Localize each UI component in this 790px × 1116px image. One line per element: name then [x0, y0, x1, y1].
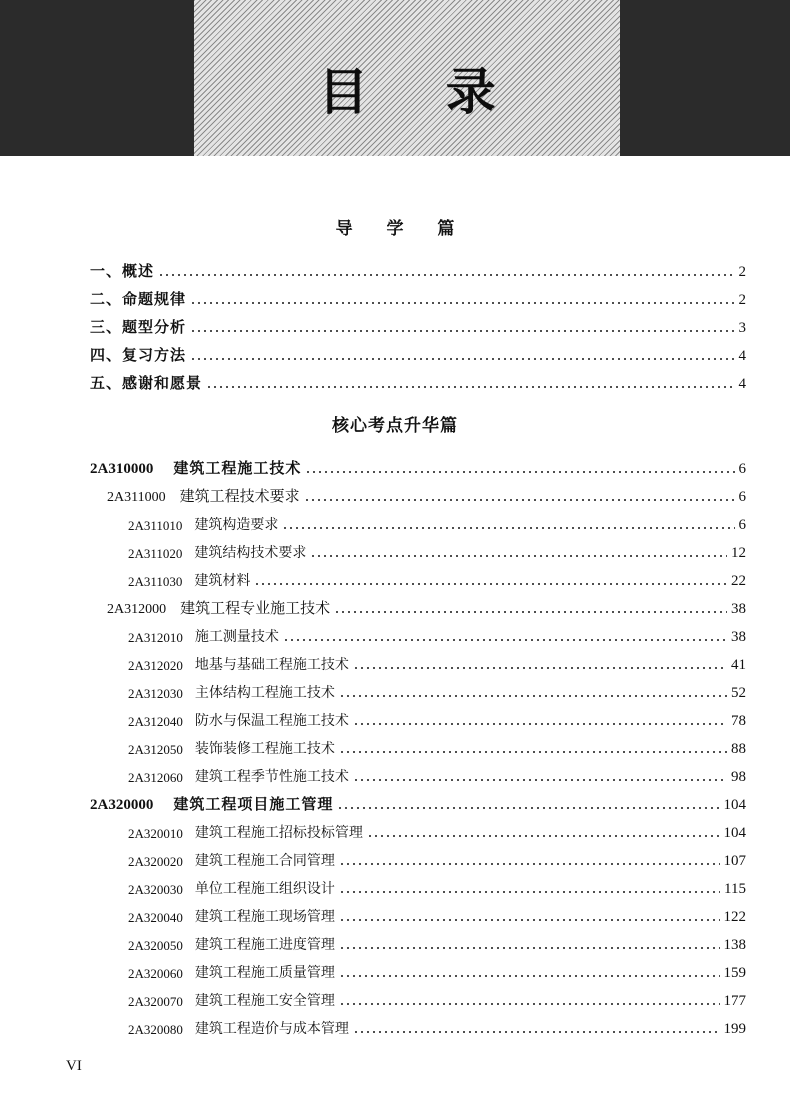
dot-leader	[339, 863, 720, 865]
toc-entry-page: 22	[731, 573, 746, 589]
toc-entry-code: 2A310000	[90, 461, 154, 477]
toc-entry-code: 2A312040	[128, 714, 183, 729]
toc-entry-page: 4	[738, 376, 746, 392]
toc-entry-code: 2A320030	[128, 882, 183, 897]
toc-entry-label: 建筑工程项目施工管理	[173, 795, 334, 813]
dot-leader	[367, 835, 720, 837]
toc-entry-label: 装饰装修工程施工技术	[194, 741, 335, 757]
toc-entry-label: 施工测量技术	[194, 629, 279, 645]
toc-entry[interactable]	[128, 540, 746, 562]
toc-entry-code: 2A320050	[128, 938, 183, 953]
dot-leader	[339, 919, 720, 921]
toc-entry-page: 38	[731, 629, 746, 645]
toc-entry-code: 2A320000	[90, 797, 154, 813]
dot-leader	[339, 891, 720, 893]
toc-entry-page: 2	[738, 264, 746, 280]
dot-leader	[305, 471, 734, 473]
toc-entry-code: 2A311030	[128, 574, 183, 589]
dot-leader	[339, 975, 720, 977]
dot-leader	[337, 807, 719, 809]
dot-leader	[304, 499, 735, 501]
toc-entry-code: 2A312060	[128, 770, 183, 785]
toc-entry-code: 2A320070	[128, 994, 183, 1009]
toc-entry[interactable]	[128, 624, 746, 646]
toc-entry-page: 3	[738, 320, 746, 336]
toc-entry-code: 2A320060	[128, 966, 183, 981]
toc-entry[interactable]	[90, 371, 746, 393]
toc-entry-page: 107	[723, 853, 746, 869]
dot-leader	[353, 667, 727, 669]
toc-entry-label: 建筑材料	[194, 573, 251, 589]
dot-leader	[339, 751, 727, 753]
dot-leader	[254, 583, 727, 585]
dot-leader	[353, 723, 727, 725]
toc-entry-page: 6	[738, 461, 746, 477]
toc-entry-label: 四、复习方法	[90, 346, 187, 364]
toc-entry[interactable]	[90, 343, 746, 365]
toc-entry-label: 建筑工程专业施工技术	[180, 599, 331, 617]
toc-entry-code: 2A312020	[128, 658, 183, 673]
dot-leader	[353, 1031, 720, 1033]
toc-entry[interactable]	[107, 484, 746, 506]
toc-entry-label: 二、命题规律	[90, 290, 187, 308]
toc-entry[interactable]	[128, 820, 746, 842]
toc-entry[interactable]	[128, 512, 746, 534]
toc-entry-label: 建筑工程施工质量管理	[194, 965, 335, 981]
toc-entry-code: 2A311000	[107, 490, 166, 505]
toc-entry[interactable]	[128, 736, 746, 758]
toc-entry[interactable]	[128, 568, 746, 590]
page-folio: VI	[66, 1058, 82, 1074]
toc-entry-code: 2A311020	[128, 546, 183, 561]
toc-entry-label: 建筑工程施工合同管理	[194, 853, 335, 869]
toc-entry-label: 建筑工程施工进度管理	[194, 937, 335, 953]
dot-leader	[158, 274, 734, 276]
toc-entry-page: 138	[723, 937, 746, 953]
toc-entry[interactable]	[128, 764, 746, 786]
toc-entry-code: 2A320080	[128, 1022, 183, 1037]
toc-entry-code: 2A312000	[107, 602, 167, 617]
dot-leader	[339, 947, 720, 949]
toc-entry-code: 2A320020	[128, 854, 183, 869]
toc-entry-label: 五、感谢和愿景	[90, 374, 203, 392]
toc-entry-label: 建筑工程造价与成本管理	[194, 1021, 349, 1037]
toc-entry-label: 建筑构造要求	[194, 517, 279, 533]
toc-entry[interactable]	[90, 792, 746, 814]
toc-entry-page: 38	[731, 601, 746, 617]
toc-entry[interactable]	[128, 904, 746, 926]
toc-entry-label: 建筑工程施工现场管理	[194, 909, 335, 925]
dot-leader	[353, 779, 727, 781]
toc-entry-code: 2A311010	[128, 518, 183, 533]
toc-entry-page: 2	[738, 292, 746, 308]
toc-entry-label: 主体结构工程施工技术	[194, 685, 335, 701]
toc-entry-code: 2A312050	[128, 742, 183, 757]
toc-entry-page: 122	[723, 909, 746, 925]
toc-entry-page: 78	[731, 713, 746, 729]
toc-entry[interactable]	[128, 848, 746, 870]
toc-entry-page: 52	[731, 685, 746, 701]
toc-entry[interactable]	[128, 960, 746, 982]
dot-leader	[334, 611, 727, 613]
header-banner	[0, 0, 790, 156]
toc-entry-page: 98	[731, 769, 746, 785]
toc-entry[interactable]	[90, 259, 746, 281]
toc-entry[interactable]	[107, 596, 746, 618]
toc-entry-page: 104	[723, 797, 746, 813]
toc-entry-label: 建筑工程施工安全管理	[194, 993, 335, 1009]
toc-entry[interactable]	[90, 315, 746, 337]
toc-entry-page: 177	[723, 993, 746, 1009]
toc-entry[interactable]	[90, 287, 746, 309]
toc-entry-code: 2A312010	[128, 630, 183, 645]
dot-leader	[339, 1003, 720, 1005]
toc-entry-label: 三、题型分析	[90, 318, 187, 336]
toc-entry-page: 41	[731, 657, 746, 673]
toc-entry-label: 建筑工程技术要求	[179, 487, 300, 505]
dot-leader	[310, 555, 727, 557]
dot-leader	[190, 330, 734, 332]
toc-entry-label: 地基与基础工程施工技术	[194, 657, 349, 673]
toc-entry[interactable]	[128, 876, 746, 898]
toc-entry-label: 建筑工程季节性施工技术	[194, 769, 349, 785]
dot-leader	[206, 386, 734, 388]
dot-leader	[283, 639, 727, 641]
toc-entry-page: 159	[723, 965, 746, 981]
toc-entry-code: 2A320010	[128, 826, 183, 841]
toc-entry-code: 2A312030	[128, 686, 183, 701]
page-title: 目 录	[318, 62, 526, 121]
toc-entry-page: 199	[723, 1021, 746, 1037]
toc-entry-page: 12	[731, 545, 746, 561]
toc-entry-label: 一、概述	[90, 262, 155, 280]
toc-entry[interactable]	[128, 988, 746, 1010]
toc-entry[interactable]	[90, 456, 746, 478]
toc-entry-label: 建筑结构技术要求	[194, 545, 307, 561]
toc-entry-page: 6	[738, 517, 746, 533]
toc-entry-page: 115	[724, 881, 746, 897]
section-heading-guide: 导 学 篇	[335, 219, 469, 239]
dot-leader	[339, 695, 727, 697]
toc-entry-page: 6	[738, 489, 746, 505]
dot-leader	[190, 358, 734, 360]
toc-entry-page: 4	[738, 348, 746, 364]
section-heading-core: 核心考点升华篇	[332, 416, 458, 436]
toc-entry[interactable]	[128, 652, 746, 674]
toc-entry[interactable]	[128, 708, 746, 730]
dot-leader	[190, 302, 734, 304]
toc-entry-page: 88	[731, 741, 746, 757]
toc-entry[interactable]	[128, 932, 746, 954]
toc-entry-code: 2A320040	[128, 910, 183, 925]
toc-entry[interactable]	[128, 1016, 746, 1038]
toc-entry[interactable]	[128, 680, 746, 702]
toc-entry-label: 单位工程施工组织设计	[194, 881, 335, 897]
toc-entry-label: 防水与保温工程施工技术	[194, 713, 349, 729]
toc-entry-label: 建筑工程施工招标投标管理	[194, 825, 363, 841]
dot-leader	[282, 527, 734, 529]
toc-entry-page: 104	[723, 825, 746, 841]
toc-entry-label: 建筑工程施工技术	[173, 459, 302, 477]
